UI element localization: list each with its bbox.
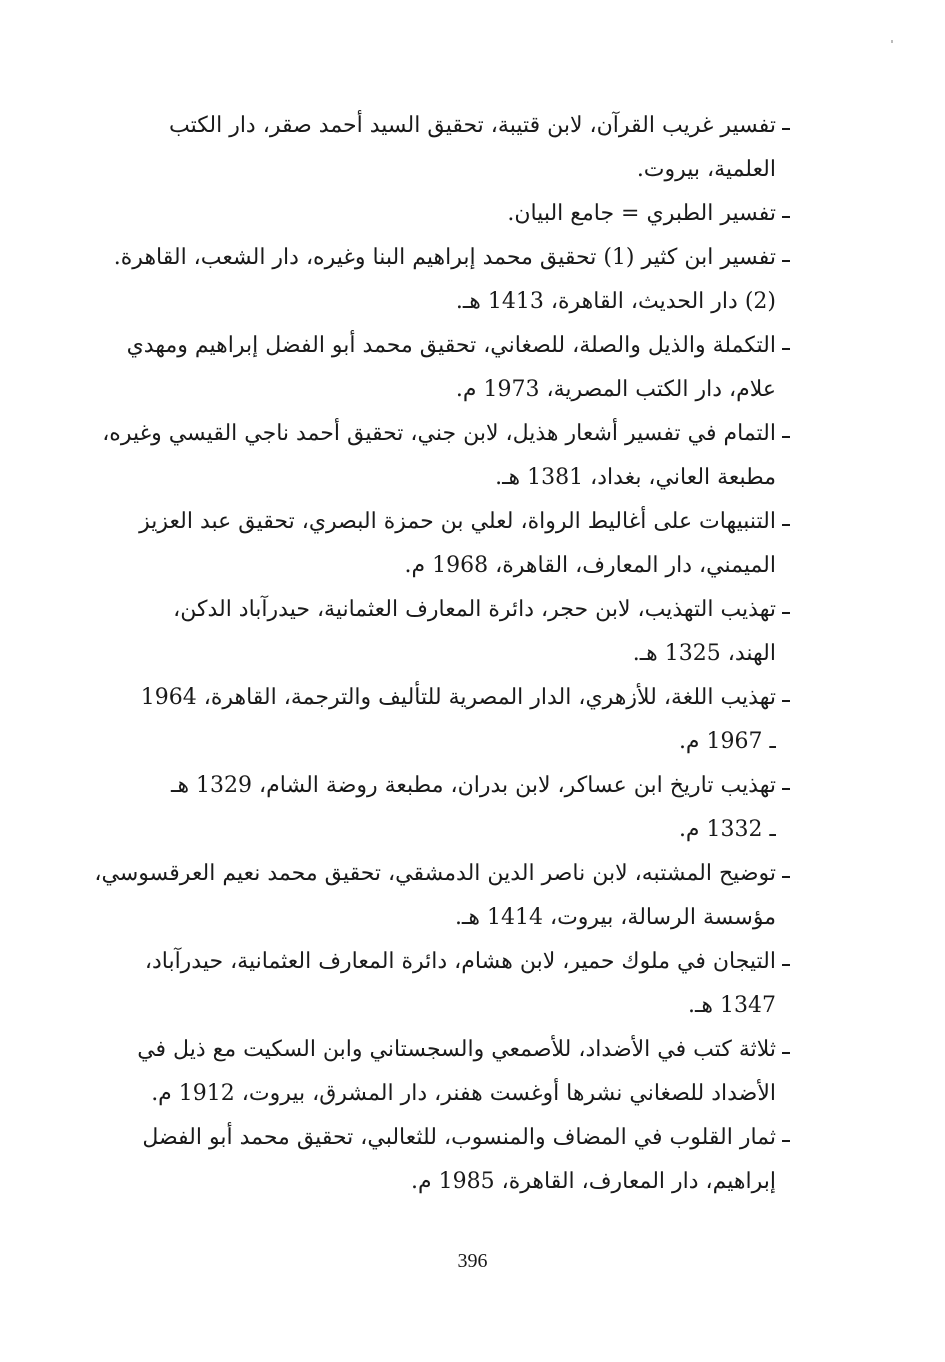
entry-line: تهذيب التهذيب، لابن حجر، دائرة المعارف العثمانية، حيدرآباد الدكن،	[173, 597, 776, 622]
bibliography-entry	[72, 500, 790, 588]
entry-line: التيجان في ملوك حمير، لابن هشام، دائرة المعارف العثمانية، حيدرآباد،	[144, 949, 776, 974]
entry-line: 1347 هـ.	[687, 993, 776, 1018]
entry-line: العلمية، بيروت.	[636, 157, 776, 182]
entry-line: تهذيب اللغة، للأزهري، الدار المصرية للتأليف والترجمة، القاهرة، 1964	[140, 685, 776, 710]
bibliography-entry	[72, 412, 790, 500]
page-number: 396	[457, 1250, 488, 1272]
entry-line: ـ 1967 م.	[678, 729, 776, 754]
entry-line: تفسير الطبري = جامع البيان.	[507, 201, 776, 226]
bibliography-entry	[72, 852, 790, 940]
entry-line: الهند، 1325 هـ.	[632, 641, 776, 666]
entry-line: علام، دار الكتب المصرية، 1973 م.	[455, 377, 776, 402]
entry-line: ـ 1332 م.	[678, 817, 776, 842]
entry-line: تفسير غريب القرآن، لابن قتيبة، تحقيق السيد أحمد صقر، دار الكتب	[169, 113, 776, 138]
entry-line: إبراهيم، دار المعارف، القاهرة، 1985 م.	[411, 1169, 776, 1194]
bibliography-entry	[72, 236, 790, 324]
entry-line: (2) دار الحديث، القاهرة، 1413 هـ.	[455, 289, 776, 314]
entry-line: تفسير ابن كثير (1) تحقيق محمد إبراهيم البنا وغيره، دار الشعب، القاهرة.	[113, 245, 776, 270]
entry-line: مؤسسة الرسالة، بيروت، 1414 هـ.	[454, 905, 776, 930]
bibliography-entry	[72, 324, 790, 412]
bibliography-entry	[72, 1028, 790, 1116]
bibliography-entry	[72, 676, 790, 764]
entry-line: ثمار القلوب في المضاف والمنسوب، للثعالبي، تحقيق محمد أبو الفضل	[142, 1125, 776, 1150]
entry-line: مطبعة العاني، بغداد، 1381 هـ.	[495, 465, 776, 490]
bibliography-entry	[72, 588, 790, 676]
entry-line: التمام في تفسير أشعار هذيل، لابن جني، تحقيق أحمد ناجي القيسي وغيره،	[102, 421, 776, 446]
entry-line: تهذيب تاريخ ابن عساكر، لابن بدران، مطبعة روضة الشام، 1329 هـ	[171, 773, 776, 798]
entry-line: التكملة والذيل والصلة، للصغاني، تحقيق محمد أبو الفضل إبراهيم ومهدي	[126, 333, 776, 358]
entry-line: ثلاثة كتب في الأضداد، للأصمعي والسجستاني وابن السكيت مع ذيل في	[137, 1037, 776, 1062]
entry-line: توضيح المشتبه، لابن ناصر الدين الدمشقي، تحقيق محمد نعيم العرقسوسي،	[94, 861, 776, 886]
bibliography-list	[72, 104, 790, 1204]
bibliography-entry	[72, 940, 790, 1028]
entry-line: التنبيهات على أغاليط الرواة، لعلي بن حمزة البصري، تحقيق عبد العزيز	[139, 509, 776, 534]
bibliography-entry	[72, 104, 790, 192]
bibliography-entry	[72, 1116, 790, 1204]
entry-line: الأضداد للصغاني نشرها أوغست هفنر، دار المشرق، بيروت، 1912 م.	[151, 1081, 776, 1106]
bibliography-entry	[72, 192, 790, 236]
bibliography-entry	[72, 764, 790, 852]
scan-speck	[891, 40, 893, 43]
entry-line: الميمني، دار المعارف، القاهرة، 1968 م.	[404, 553, 776, 578]
